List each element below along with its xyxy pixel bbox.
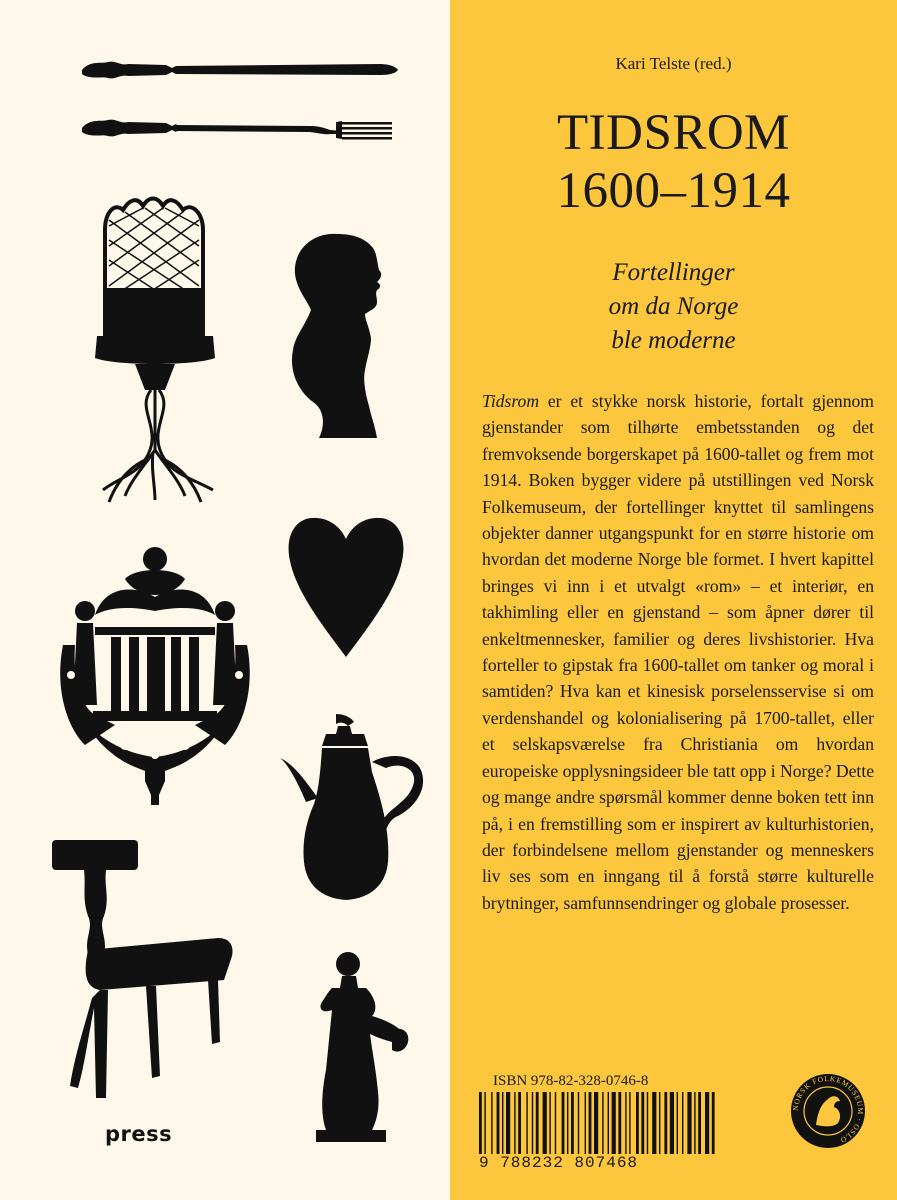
- barcode-bar: [641, 1092, 644, 1154]
- barcode-bar: [712, 1092, 715, 1154]
- chair-icon: [48, 838, 238, 1103]
- barcode-bar: [625, 1092, 626, 1154]
- barcode-bar: [629, 1092, 630, 1154]
- fork-icon: [80, 108, 400, 148]
- author-name: Kari Telste (red.): [615, 54, 732, 73]
- heart-icon: [286, 515, 406, 660]
- subtitle-line-3: ble moderne: [611, 327, 736, 354]
- barcode-bar: [549, 1092, 550, 1154]
- barcode-bar: [502, 1092, 503, 1154]
- barcode-bar: [677, 1092, 678, 1154]
- barcode-bar: [698, 1092, 701, 1154]
- barcode-bar: [647, 1092, 648, 1154]
- barcode-bar: [555, 1092, 556, 1154]
- barcode-bar: [532, 1092, 533, 1154]
- barcode-bar: [612, 1092, 616, 1154]
- barcode-bar: [526, 1092, 527, 1154]
- birdcage-stand-icon: [95, 190, 225, 510]
- barcode-bar: [543, 1092, 547, 1154]
- knife-icon: [80, 52, 400, 92]
- barcode-bar: [670, 1092, 674, 1154]
- blurb-lead: Tidsrom: [482, 391, 540, 411]
- barcode-bar: [636, 1092, 639, 1154]
- barcode-bar: [652, 1092, 656, 1154]
- woman-profile-icon: [285, 230, 395, 440]
- seal-text: NORSK FOLKEMUSEUM · OSLO: [790, 1073, 866, 1146]
- barcode-bar: [682, 1092, 683, 1154]
- barcode-bar: [497, 1092, 500, 1154]
- barcode-bar: [491, 1092, 492, 1154]
- barcode-bar: [694, 1092, 695, 1154]
- barcode-bar: [659, 1092, 660, 1154]
- barcode-bar: [664, 1092, 667, 1154]
- barcode-bar: [585, 1092, 586, 1154]
- figurine-icon: [302, 950, 412, 1145]
- barcode: [479, 1092, 761, 1154]
- barcode-bar: [536, 1092, 539, 1154]
- barcode-bar: [687, 1092, 691, 1154]
- title-line-2: 1600–1914: [556, 163, 791, 219]
- barcode-bar: [705, 1092, 709, 1154]
- barcode-bar: [518, 1092, 521, 1154]
- coffee-pot-icon: [278, 712, 428, 902]
- barcode-bar: [589, 1092, 592, 1154]
- barcode-bar: [594, 1092, 598, 1154]
- book-subtitle: [450, 256, 897, 358]
- barcode-number: 9 788232 807468: [479, 1154, 639, 1172]
- barcode-bar: [608, 1092, 609, 1154]
- barcode-bar: [562, 1092, 565, 1154]
- barcode-bar: [567, 1092, 568, 1154]
- barcode-bar: [506, 1092, 510, 1154]
- barcode-bar: [578, 1092, 579, 1154]
- subtitle-line-1: Fortellinger: [612, 259, 735, 286]
- barcode-bar: [571, 1092, 574, 1154]
- blurb-text: er et stykke norsk historie, fortalt gjennom gjenstander som tilhørte embetsstanden og det fremvoksende borgerskapet på 1600-tallet og frem mot 1914. Boken bygger videre på utstillingen ved Norsk Folkemuseum, der fortellinger knyttet til samlingens objekter danner utgangspunkt for en større historie om hvordan det moderne Norge ble formet. I hvert kapittel bringes vi inn i et utvalgt «rom» – et interiør, en takhimling eller en gjenstand – som åpner dører til enkeltmennesker, familier og deres livshistorier. Hva forteller to gipstak fra 1600-tallet om tanker og moral i samtiden? Hva kan et kinesisk porselensservise si om verdenshandel og kolonialisering på 1700-tallet, eller et selskapsværelse fra Christiania om hvordan europeiske opplysningsideer ble tatt opp i Norge? Dette og mange andre spørsmål kommer denne boken tett inn på, i en fremstilling som er inspirert av kulturhistorien, der forbindelsene mellom gjenstander og menneskers liv ses som en inngang til å forstå større kulturelle brytninger, samfunnsendringer og globale prosesser.: [482, 391, 875, 913]
- barcode-bar: [514, 1092, 515, 1154]
- barcode-bar: [618, 1092, 621, 1154]
- title-line-1: TIDSROM: [556, 105, 791, 161]
- barcode-bar: [484, 1092, 485, 1154]
- museum-seal-icon: [790, 1073, 866, 1149]
- barcode-bar: [602, 1092, 603, 1154]
- subtitle-line-2: om da Norge: [608, 293, 739, 320]
- isbn-label: ISBN 978-82-328-0746-8: [493, 1073, 649, 1089]
- rococo-wall-shelf-icon: [55, 545, 255, 810]
- back-cover-blurb: [482, 388, 874, 916]
- publisher-logo: press: [105, 1122, 173, 1146]
- barcode-bar: [479, 1092, 482, 1154]
- book-title: [450, 104, 897, 220]
